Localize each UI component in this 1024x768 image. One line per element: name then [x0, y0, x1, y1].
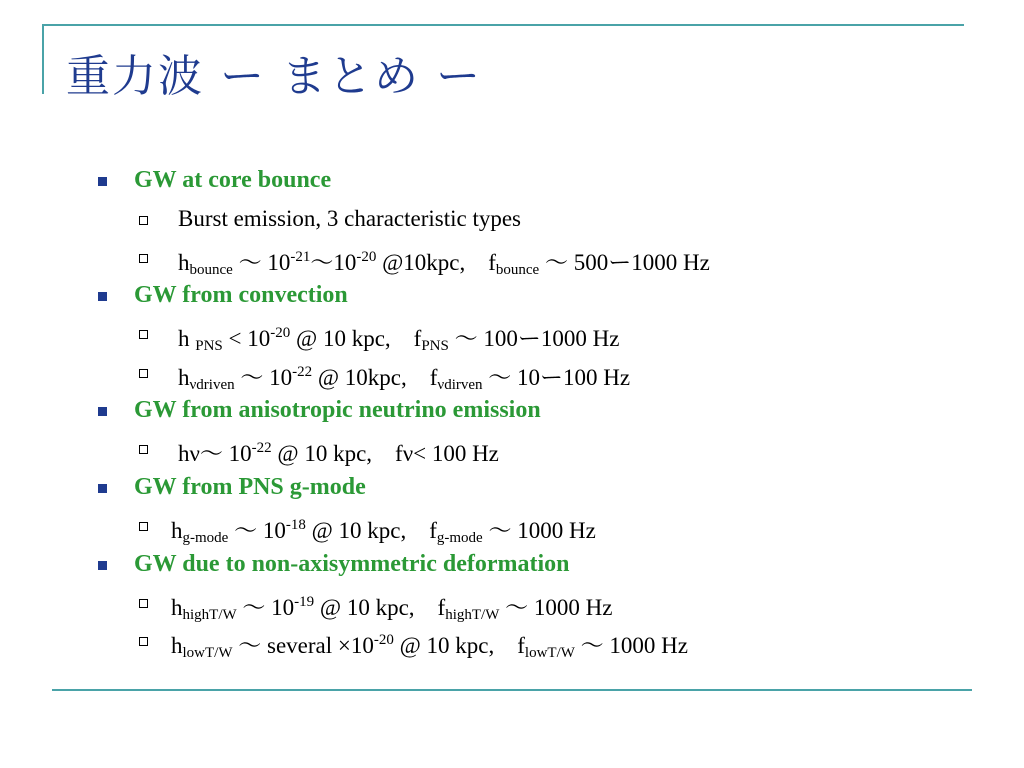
superscript: -20: [270, 325, 291, 341]
text-run: @ 10 kpc, f: [290, 326, 422, 351]
text-run: @ 10 kpc, f: [314, 595, 446, 620]
text-run: @ 10 kpc, f: [393, 633, 525, 658]
text-run: h: [171, 633, 183, 658]
sub-item: [178, 319, 619, 360]
sub-item: [171, 511, 596, 552]
superscript: -21: [290, 249, 311, 265]
bullet-hollow-square: [139, 369, 148, 378]
sub-item: [171, 588, 612, 629]
sub-item: [178, 358, 630, 399]
subscript: bounce: [495, 262, 540, 278]
text-run: h: [178, 326, 196, 351]
subscript: highT/W: [445, 607, 500, 623]
bullet-hollow-square: [139, 637, 148, 646]
text-run: 〜 10: [234, 365, 293, 390]
text-run: h: [178, 250, 190, 275]
superscript: -22: [292, 364, 313, 380]
section-heading: GW at core bounce: [134, 167, 332, 193]
bullet-square: [98, 292, 107, 301]
text-run: 〜10: [310, 250, 357, 275]
subscript: lowT/W: [524, 645, 575, 661]
subscript: g-mode: [182, 530, 229, 546]
text-run: 〜 1000 Hz: [499, 595, 613, 620]
subscript: bounce: [189, 262, 233, 278]
text-run: 〜 1000 Hz: [574, 633, 688, 658]
bullet-hollow-square: [139, 522, 148, 531]
text-run: h: [171, 595, 183, 620]
superscript: -18: [285, 517, 306, 533]
section-heading: GW from convection: [134, 282, 348, 308]
subscript: PNS: [421, 338, 449, 354]
superscript: -20: [373, 632, 394, 648]
bullet-square: [98, 561, 107, 570]
text-run: < 10: [222, 326, 271, 351]
text-run: 〜 1000 Hz: [482, 518, 596, 543]
bullet-hollow-square: [139, 254, 148, 263]
text-run: 〜 500ー1000 Hz: [539, 250, 710, 275]
bullet-hollow-square: [139, 330, 148, 339]
superscript: -19: [294, 594, 315, 610]
sub-item: [178, 243, 710, 284]
subscript: νdirven: [437, 377, 483, 393]
text-run: Burst emission, 3 characteristic types: [178, 206, 522, 231]
sub-item: [178, 205, 521, 233]
section-heading: GW from anisotropic neutrino emission: [134, 397, 541, 423]
text-run: 〜 several ×10: [232, 633, 374, 658]
subscript: νdriven: [189, 377, 235, 393]
section-heading: GW due to non-axisymmetric deformation: [134, 551, 570, 577]
bullet-hollow-square: [139, 216, 148, 225]
text-run: @ 10kpc, f: [312, 365, 438, 390]
subscript: g-mode: [436, 530, 483, 546]
bullet-hollow-square: [139, 445, 148, 454]
text-run: h: [171, 518, 183, 543]
section-heading: GW from PNS g-mode: [134, 474, 366, 500]
bottom-rule: [52, 689, 972, 691]
text-run: @10kpc, f: [376, 250, 496, 275]
bullet-hollow-square: [139, 599, 148, 608]
subscript: lowT/W: [182, 645, 233, 661]
subscript: highT/W: [182, 607, 237, 623]
text-run: hν〜 10: [178, 441, 252, 466]
text-run: 〜 100ー1000 Hz: [448, 326, 620, 351]
page-title: 重力波 ー まとめ ー: [66, 51, 482, 102]
bullet-square: [98, 177, 107, 186]
bullet-square: [98, 484, 107, 493]
bullet-square: [98, 407, 107, 416]
superscript: -20: [356, 249, 377, 265]
subscript: PNS: [195, 338, 223, 354]
text-run: h: [178, 365, 190, 390]
text-run: 〜 10: [232, 250, 291, 275]
sub-item: [171, 626, 688, 667]
superscript: -22: [251, 440, 272, 456]
text-run: 〜 10: [228, 518, 286, 543]
text-run: 〜 10ー100 Hz: [482, 365, 631, 390]
text-run: 〜 10: [236, 595, 295, 620]
text-run: @ 10 kpc, fν< 100 Hz: [271, 441, 499, 466]
sub-item: [178, 434, 499, 468]
text-run: @ 10 kpc, f: [305, 518, 437, 543]
